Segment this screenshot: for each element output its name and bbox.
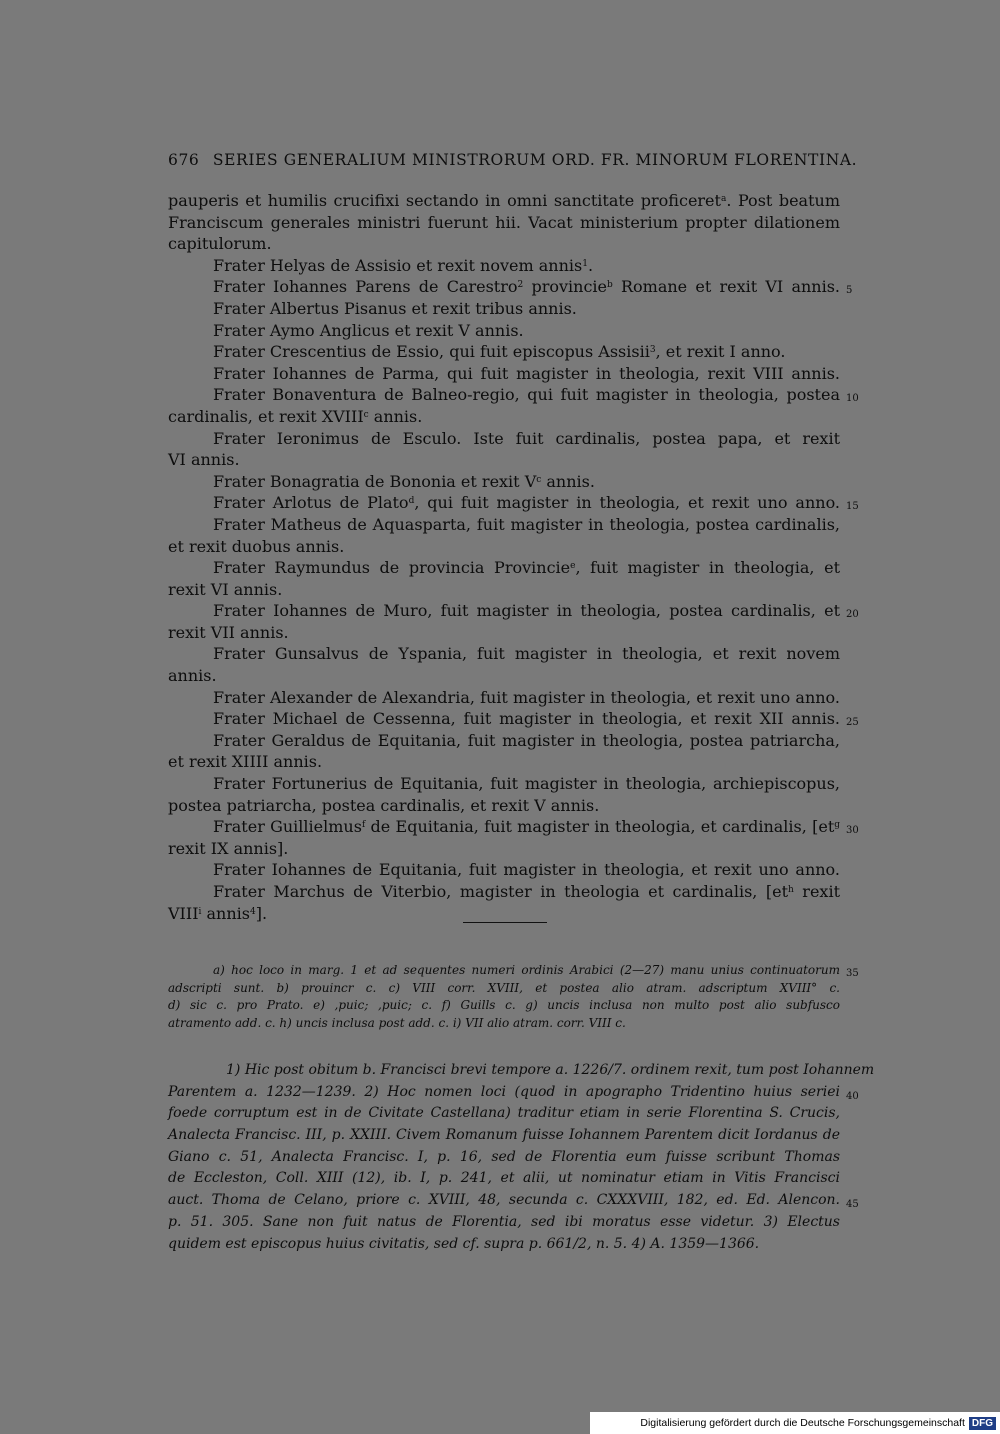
- footnote-marker: c: [536, 474, 542, 485]
- footnote-marker: e: [570, 561, 576, 572]
- line-text: Franciscum generales ministri fuerunt hii. Vacat ministerium propter dilationem: [168, 212, 840, 232]
- line-text: .: [587, 255, 594, 275]
- line-text: cardinalis, et rexit XVIII: [168, 406, 364, 426]
- line-text: et rexit duobus annis.: [168, 536, 345, 556]
- body-line: [168, 687, 840, 709]
- line-text: provincie: [523, 277, 607, 297]
- line-number: 5: [846, 285, 853, 297]
- line-text: Frater Iohannes Parens de Carestro: [213, 277, 518, 297]
- commentary-line: [168, 1190, 859, 1212]
- body-line: [168, 341, 840, 363]
- line-number: 25: [846, 717, 859, 729]
- running-header: [168, 151, 858, 169]
- body-line: [168, 751, 840, 773]
- body-line: [168, 320, 840, 342]
- footnote-marker: 2: [517, 280, 524, 291]
- footnote-marker: 3: [649, 345, 656, 356]
- line-text: VI annis.: [168, 450, 240, 470]
- body-line: [168, 428, 840, 450]
- commentary-line: [168, 1147, 840, 1169]
- body-line: [168, 406, 840, 428]
- line-text: d) sic c. pro Prato. e) ,puic; ,puic; c. f) Guills c. g) uncis inclusa non multo post alio subfusco: [168, 998, 840, 1012]
- line-text: rexit VI annis.: [168, 579, 283, 599]
- body-line: [168, 298, 840, 320]
- body-line: [168, 665, 840, 687]
- apparatus-line: [168, 997, 840, 1015]
- line-text: Frater Iohannes de Muro, fuit magister in theologia, postea cardinalis, et: [213, 601, 840, 621]
- body-line: [168, 363, 840, 385]
- dfg-logo: DFG: [969, 1417, 996, 1430]
- footnote-marker: 1: [582, 258, 588, 269]
- footnote-marker: h: [788, 885, 794, 895]
- line-text: auct. Thoma de Celano, priore c. XVIII, 48, secunda c. CXXXVIII, 182, ed. Ed. Alencon.: [168, 1192, 840, 1209]
- line-text: annis.: [541, 471, 595, 491]
- body-line: [168, 384, 859, 406]
- line-text: annis.: [168, 666, 217, 686]
- line-text: et rexit XIIII annis.: [168, 752, 323, 772]
- line-text: quidem est episcopus huius civitatis, sed cf. supra p. 661/2, n. 5. 4) A. 1359—1366.: [168, 1235, 760, 1252]
- commentary-line: [168, 1168, 840, 1190]
- line-text: adscripti sunt. b) prouincr c. c) VIII corr. XVIII, et postea alio atram. adscriptum XVIII° c.: [168, 980, 840, 995]
- footnote-marker: 4: [249, 906, 256, 917]
- footnote-marker: b: [607, 280, 613, 291]
- body-line: [168, 622, 840, 644]
- line-text: 1) Hic post obitum b. Francisci brevi tempore a. 1226/7. ordinem rexit, tum post Iohannem: [226, 1062, 875, 1078]
- body-line: [168, 859, 840, 881]
- line-text: ].: [255, 903, 268, 923]
- line-text: capitulorum.: [168, 234, 272, 254]
- line-text: Frater Alexander de Alexandria, fuit magister in theologia, et rexit uno anno.: [213, 687, 840, 707]
- line-text: Frater Albertus Pisanus et rexit tribus annis.: [213, 298, 577, 318]
- line-text: VIII: [168, 903, 199, 923]
- line-text: postea patriarcha, postea cardinalis, et rexit V annis.: [168, 795, 600, 815]
- body-line: [168, 557, 840, 579]
- text-divider: [463, 922, 547, 923]
- line-text: Frater Matheus de Aquasparta, fuit magister in theologia, postea cardinalis,: [213, 514, 840, 534]
- line-text: Frater Crescentius de Essio, qui fuit episcopus Assisii: [213, 342, 650, 362]
- commentary-line: [168, 1060, 875, 1082]
- footnote-marker: d: [408, 496, 415, 507]
- line-text: Frater Iohannes de Equitania, fuit magister in theologia, et rexit uno anno.: [213, 860, 840, 880]
- body-line: [168, 514, 840, 536]
- body-line: [168, 471, 840, 493]
- commentary-line: [168, 1212, 840, 1234]
- line-text: Frater Aymo Anglicus et rexit V annis.: [213, 320, 524, 340]
- body-line: [168, 492, 859, 514]
- body-line: [168, 449, 840, 471]
- line-text: annis.: [368, 406, 423, 426]
- line-text: annis: [201, 903, 250, 923]
- line-text: Frater Michael de Cessenna, fuit magister in theologia, et rexit XII annis.: [213, 709, 840, 729]
- commentary-line: [168, 1234, 840, 1256]
- line-text: a) hoc loco in marg. 1 et ad sequentes numeri ordinis Arabici (2—27) manu unius continuatorum: [213, 963, 840, 977]
- running-title: SERIES GENERALIUM MINISTRORUM ORD. FR. MINORUM FLORENTINA.: [212, 151, 858, 169]
- line-text: Frater Geraldus de Equitania, fuit magister in theologia, postea patriarcha,: [213, 730, 840, 750]
- body-line: [168, 773, 840, 795]
- line-number: 35: [846, 968, 859, 979]
- commentary-notes: [168, 1060, 875, 1255]
- line-text: Frater Bonaventura de Balneo-regio, qui fuit magister in theologia, postea: [213, 385, 840, 405]
- body-line: [168, 600, 859, 622]
- commentary-line: [168, 1103, 840, 1125]
- line-text: , fuit magister in theologia, et: [575, 558, 841, 578]
- line-text: . Post beatum: [726, 191, 841, 210]
- body-line: [168, 190, 840, 212]
- commentary-line: [168, 1082, 859, 1104]
- line-text: Giano c. 51, Analecta Francisc. I, p. 16, sed de Florentia eum fuisse scribunt Thomas: [168, 1148, 840, 1165]
- apparatus-line: [168, 1015, 840, 1033]
- footnote-marker: a: [720, 194, 727, 204]
- line-number: 40: [846, 1090, 859, 1102]
- line-number: 30: [846, 825, 859, 837]
- body-line: [168, 816, 859, 838]
- body-line: [168, 730, 840, 752]
- line-text: foede corruptum est in de Civitate Castellana) traditur etiam in serie Florentina S. Crucis,: [168, 1105, 840, 1122]
- line-text: de Equitania, fuit magister in theologia, et cardinalis, [et: [365, 817, 835, 837]
- line-text: pauperis et humilis crucifixi sectando in omni sanctitate proficeret: [168, 191, 721, 210]
- line-text: Frater Fortunerius de Equitania, fuit magister in theologia, archiepiscopus,: [213, 774, 840, 794]
- footer-credit: Digitalisierung gefördert durch die Deutsche Forschungsgemeinschaft: [640, 1417, 965, 1429]
- line-text: Romane et rexit VI annis.: [612, 277, 841, 297]
- footnote-marker: c: [363, 409, 369, 420]
- body-line: [168, 881, 840, 903]
- line-text: de Eccleston, Coll. XIII (12), ib. I, p. 241, et alii, ut nominatur etiam in Vitis Francisci: [168, 1170, 840, 1187]
- body-line: [168, 212, 840, 234]
- apparatus-line: [168, 980, 840, 998]
- page-number: 676: [168, 151, 200, 169]
- line-text: Frater Gunsalvus de Yspania, fuit magister in theologia, et rexit novem: [213, 644, 840, 664]
- line-text: Frater Guillielmus: [213, 817, 362, 837]
- line-text: rexit IX annis].: [168, 838, 289, 858]
- line-text: , qui fuit magister in theologia, et rexit uno anno.: [414, 493, 841, 513]
- commentary-line: [168, 1125, 840, 1147]
- line-text: Frater Arlotus de Plato: [213, 493, 409, 513]
- line-text: Frater Ieronimus de Esculo. Iste fuit cardinalis, postea papa, et rexit: [213, 428, 840, 448]
- line-number: 15: [846, 501, 859, 513]
- digitization-footer: [590, 1412, 1000, 1434]
- body-line: [168, 536, 840, 558]
- line-number: 10: [846, 393, 859, 405]
- body-line: [168, 233, 840, 255]
- body-line: [168, 795, 840, 817]
- line-text: Parentem a. 1232—1239. 2) Hoc nomen loci (quod in apographo Tridentino huius seriei: [168, 1083, 840, 1100]
- main-text: [168, 190, 859, 924]
- apparatus-line: [168, 962, 859, 980]
- line-text: atramento add. c. h) uncis inclusa post add. c. i) VII alio atram. corr. VIII c.: [168, 1015, 626, 1030]
- body-line: [168, 579, 840, 601]
- line-text: rexit VII annis.: [168, 622, 289, 642]
- line-text: , et rexit I anno.: [655, 342, 786, 362]
- body-line: [168, 838, 840, 860]
- line-number: 20: [846, 609, 859, 621]
- line-text: rexit: [793, 882, 840, 901]
- line-text: Frater Marchus de Viterbio, magister in theologia et cardinalis, [et: [213, 882, 789, 901]
- footnote-marker: g: [834, 820, 841, 831]
- line-text: Analecta Francisc. III, p. XXIII. Civem Romanum fuisse Iohannem Parentem dicit Iordanus de: [168, 1127, 840, 1144]
- line-number: 45: [846, 1199, 859, 1211]
- line-text: Frater Iohannes de Parma, qui fuit magister in theologia, rexit VIII annis.: [213, 363, 840, 383]
- body-line: [168, 643, 840, 665]
- line-text: Frater Raymundus de provincia Provincie: [213, 558, 571, 578]
- line-text: Frater Bonagratia de Bononia et rexit V: [213, 471, 537, 491]
- body-line: [168, 708, 859, 730]
- line-text: p. 51. 305. Sane non fuit natus de Florentia, sed ibi moratus esse videtur. 3) Electus: [168, 1213, 840, 1230]
- body-line: [168, 903, 840, 925]
- critical-apparatus: [168, 962, 859, 1032]
- footnote-marker: i: [198, 906, 202, 917]
- body-line: [168, 255, 840, 277]
- line-text: Frater Helyas de Assisio et rexit novem annis: [213, 255, 583, 275]
- footnote-marker: f: [361, 820, 366, 831]
- body-line: [168, 276, 853, 298]
